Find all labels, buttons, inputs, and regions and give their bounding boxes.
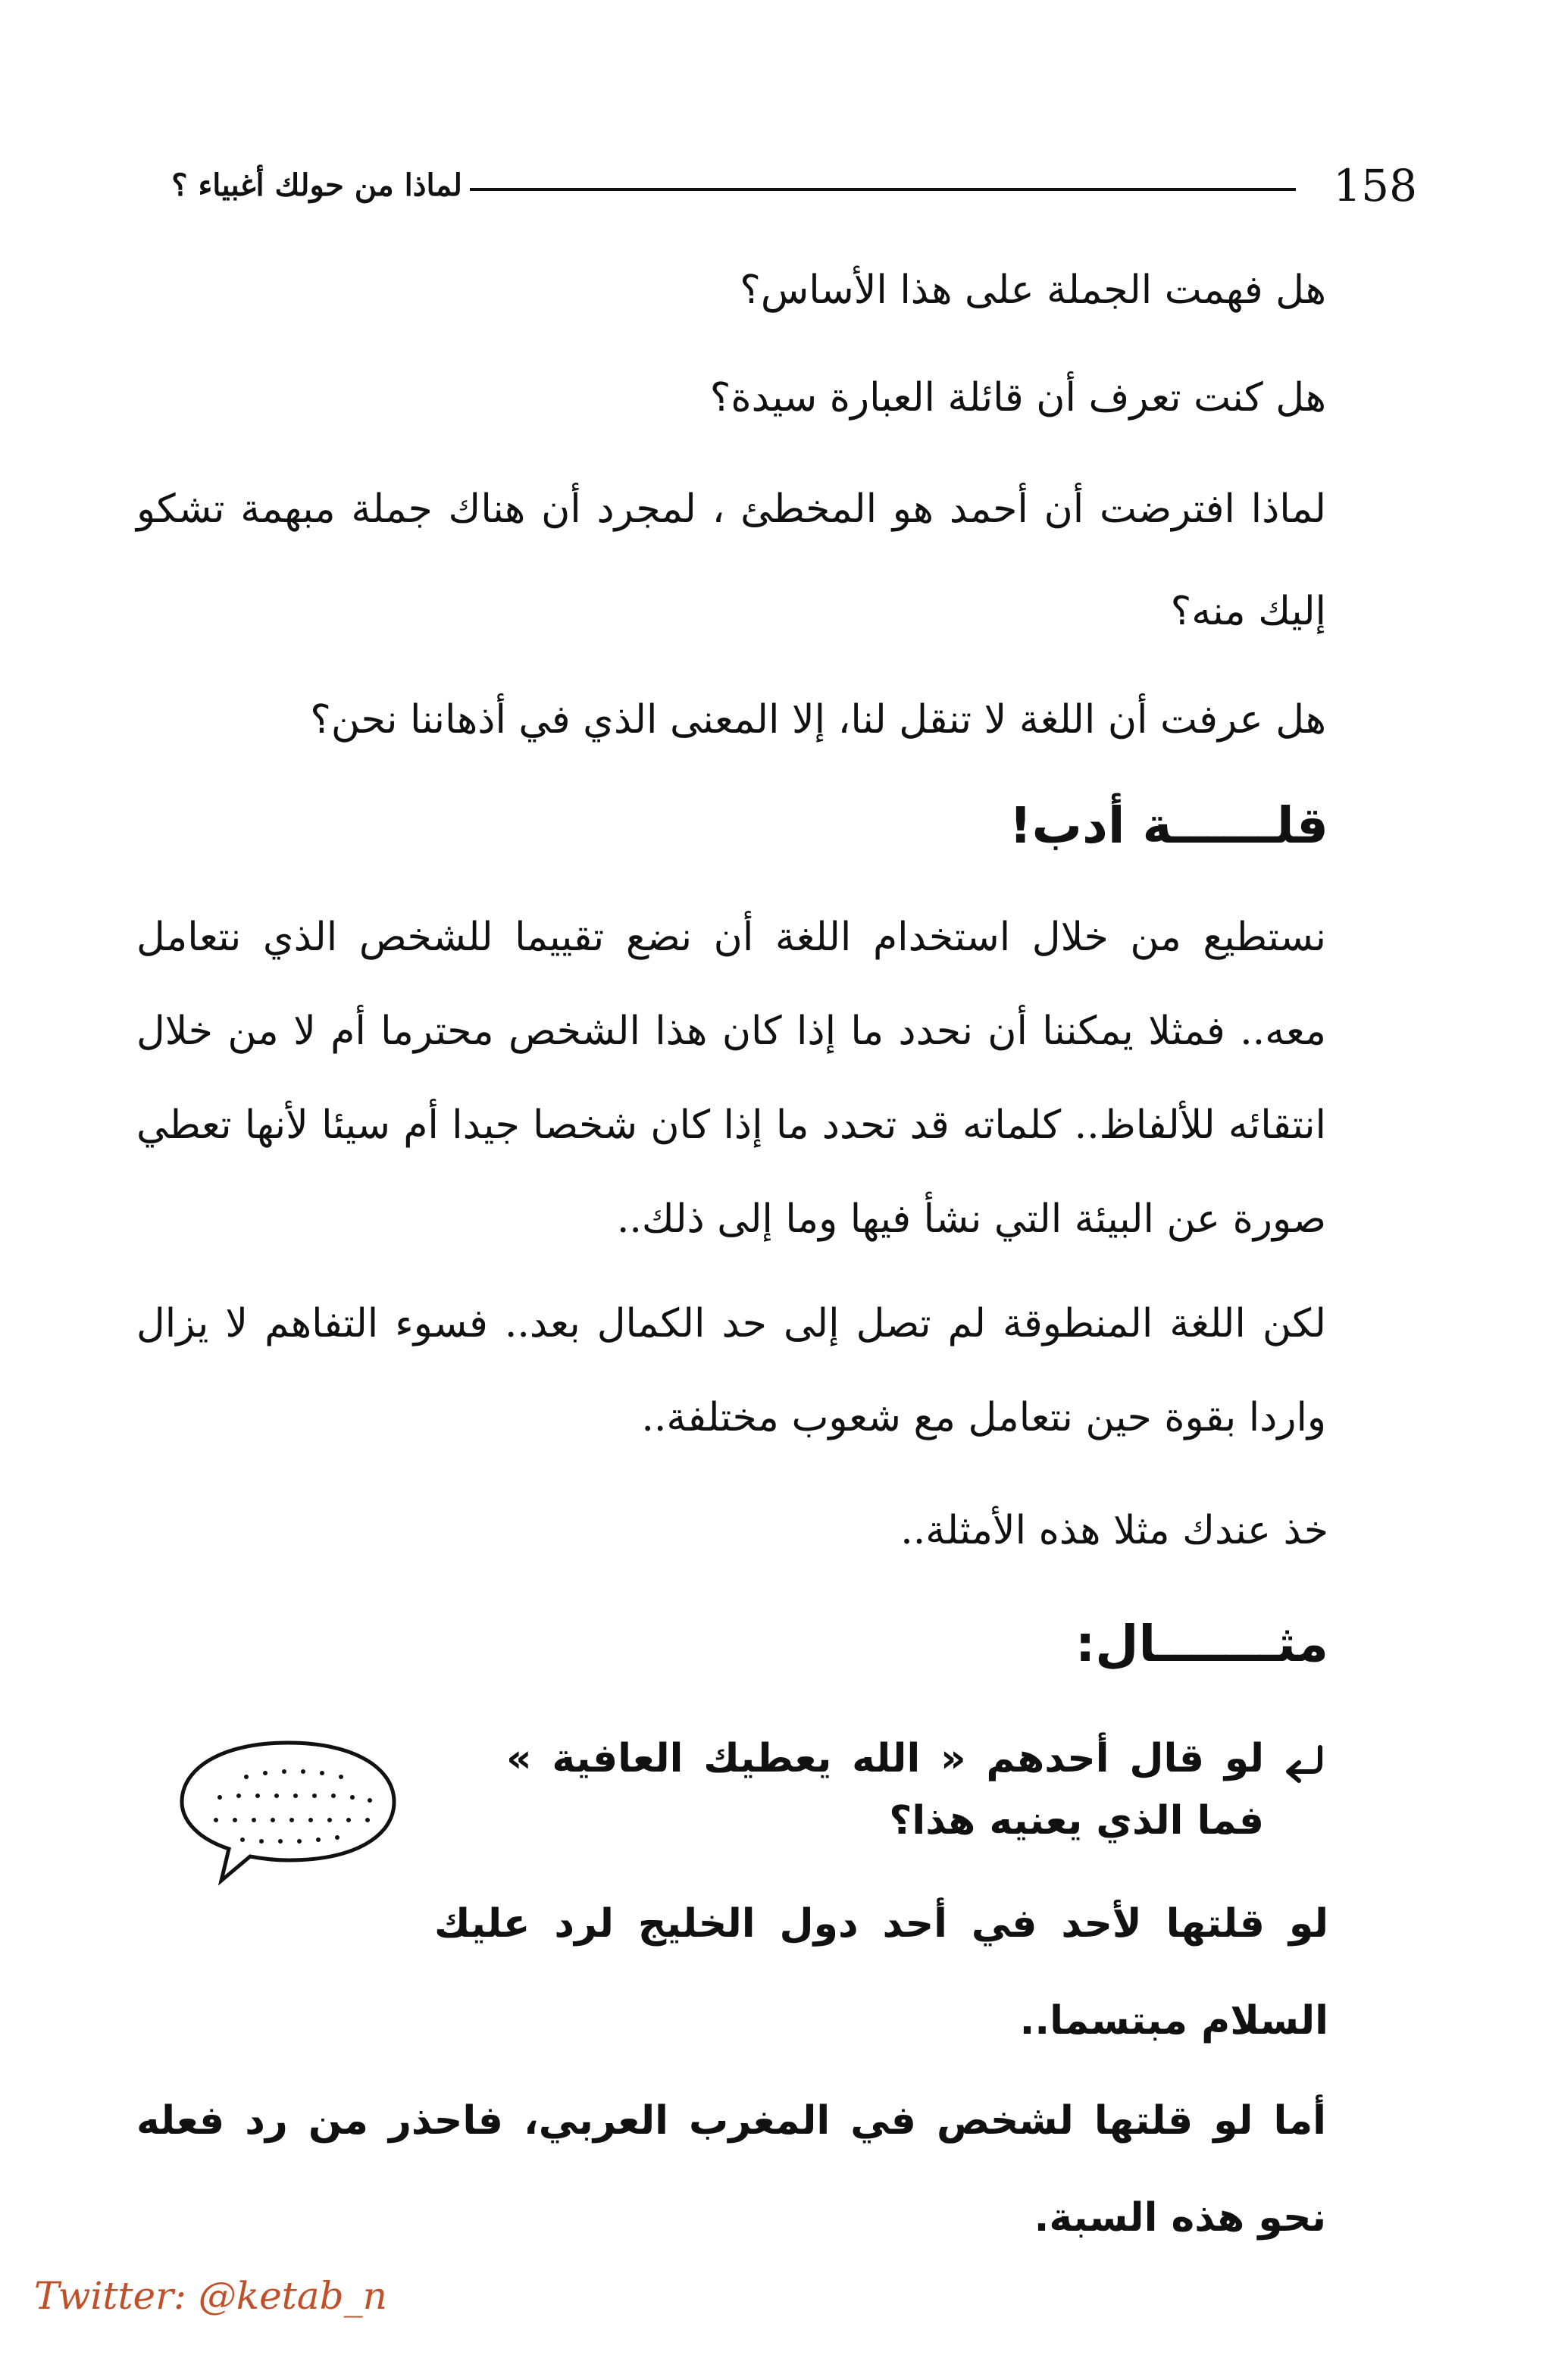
page-number: 158 <box>1333 160 1417 211</box>
body-paragraph: لكن اللغة المنطوقة لم تصل إلى حد الكمال بعد.. فسوء التفاهم لا يزال واردا بقوة حين نتعامل مع شعوب مختلفة.. <box>136 1301 1326 1440</box>
body-paragraph: خذ عندك مثلا هذه الأمثلة.. <box>900 1508 1328 1553</box>
twitter-credit: Twitter: @ketab_n <box>34 2274 387 2318</box>
speech-bubble-icon <box>174 1735 402 1887</box>
section-heading: قلــــــة أدب! <box>1009 796 1328 855</box>
question-paragraph: هل فهمت الجملة على هذا الأساس؟ <box>740 267 1326 313</box>
example-heading: مثـــــــال: <box>1075 1615 1328 1673</box>
question-paragraph: هل كنت تعرف أن قائلة العبارة سيدة؟ <box>709 375 1326 421</box>
running-title: لماذا من حولك أغبياء ؟ <box>171 167 462 203</box>
example-question: لو قال أحدهم « الله يعطيك العافية » فما الذي يعنيه هذا؟ <box>506 1736 1264 1844</box>
curved-arrow-icon <box>1281 1741 1326 1787</box>
body-paragraph: نستطيع من خلال استخدام اللغة أن نضع تقييما للشخص الذي نتعامل معه.. فمثلا يمكننا أن نحدد ما إذا كان هذا الشخص محترما أم لا من خلال انتقائه للألفاظ.. كلماته قد تحدد ما إذا كان شخصا جيدا أم سيئا لأنها تعطي صورة عن البيئة التي نشأ فيها وما إلى ذلك.. <box>136 915 1326 1242</box>
page-header <box>114 155 1417 216</box>
example-answer: أما لو قلتها لشخص في المغرب العربي، فاحذر من رد فعله نحو هذه السبة. <box>136 2098 1326 2241</box>
example-answer: لو قلتها لأحد في أحد دول الخليج لرد عليك السلام مبتسما.. <box>434 1901 1328 2044</box>
header-rule <box>470 188 1296 191</box>
question-paragraph: لماذا افترضت أن أحمد هو المخطئ ، لمجرد أن هناك جملة مبهمة تشكو إليك منه؟ <box>136 486 1326 634</box>
question-paragraph: هل عرفت أن اللغة لا تنقل لنا، إلا المعنى الذي في أذهاننا نحن؟ <box>310 697 1326 743</box>
